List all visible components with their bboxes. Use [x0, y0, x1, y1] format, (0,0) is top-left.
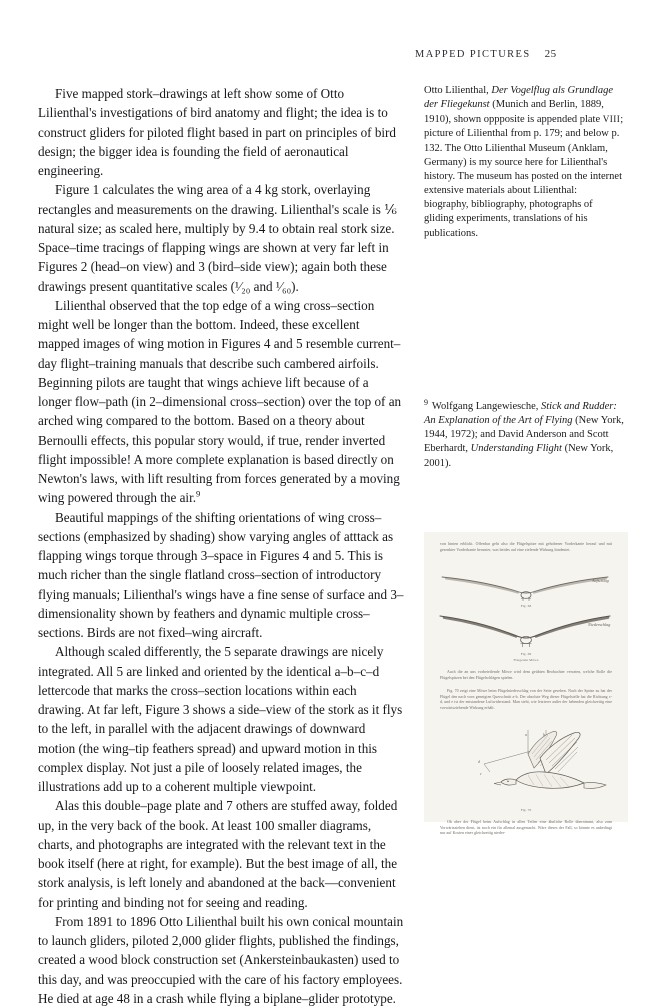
plate-caption-fig-69: Fig. 69 — [520, 652, 532, 656]
paragraph-4: Beautiful mappings of the shifting orientations of wing cross–sections (emphasized by shading) show varying angles of atttack as flapping wings torque through 3–space in Figures 4 and 5. This is much richer than the single flatland cross–section of introductory flying manuals; Lilienthal's wings have a fine sense of surface and 3–dimensionality shown by feathers and dynamic multiple cross–sections. Birds are not fixed–wing aircraft. — [38, 509, 404, 640]
plate-paragraph-mid-1: Auch die an uns vorbeieilende Möwe wird dem geübten Beobachter verraten, welche Rolle die Flügelspitzen bei den Flügelschlägen spielen. — [440, 670, 612, 680]
page-folio: 25 — [544, 48, 557, 60]
footnote-number: 9 — [424, 397, 428, 407]
paragraph-3-text: Lilienthal observed that the top edge of a wing cross–section might well be longer than the bottom. Indeed, these excellent mapped images of wing motion in Figures 4 and 5 resemble current–day flight–training manuals that describe such cambered airfoils. Beginning pilots are taught that wings achieve lift because of a longer flow–path (in 2–dimensional cross–section) over the top of an arched wing compared to the bottom. Based on a theory about Bernoulli effects, this popular story would, if true, render inverted flight impossible! A more complete explanation is based directly on Newton's laws, with lift resulting from forces generated by a moving wing powered through the air. — [38, 297, 402, 506]
svg-text:c: c — [480, 771, 482, 776]
footnote-title-2: Understanding Flight — [470, 443, 562, 455]
plate-paragraph-bottom: Ob aber der Flügel beim Aufschlag in allen Teilen eine ähnliche Rolle übernimmt, also zum Vorwärtsziehen dient, ist noch ein für allemal ausgemacht. Wäre dieses der Fall, so könnte es unbedingt nur auf Kosten einer gleichzeitig nieder- — [440, 820, 612, 836]
plate-paragraph-mid-2: Fig. 70 zeigt eine Möwe beim Flügelniederschlag von der Seite gesehen. Nach der Spitze zu hat der Flügel den nach vorn geneigten Querschnitt a-b. Der absolute Weg dieser Flügelstelle hat die Richtung c-d, und e ist der entstandene Luftwiderstand. Man sieht, wie letzterer außer der hebenden gleichzeitig eine vorwärtsziehende Wirkung erhält. — [440, 689, 612, 710]
paragraph-7: From 1891 to 1896 Otto Lilienthal built his own conical mountain to launch gliders, piloted 2,000 glider flights, published the findings, created a wood block construction set (Ankersteinbaukasten) used to this day, and was preoccupied with the care of his factory employees. He died at age 48 in a crash while flying a biplane–glider prototype. — [38, 913, 404, 1006]
source-note-body — [424, 84, 624, 241]
plate-paragraph-top: von hinten erblickt. Offenbar geht also die Flügelspitze mit gehobener Vorderkante herauf und mit gesenkter Vorderkante herunter, was beides auf eine zielende Wirkung hindeutet. — [440, 542, 612, 552]
plate-illustration-lilienthal — [424, 532, 628, 836]
margin-note-source — [424, 84, 624, 241]
running-head — [415, 48, 630, 60]
footnote-lead: Wolfgang Langewiesche, — [429, 401, 542, 412]
plate-content — [424, 532, 628, 836]
footnote-tail: (New York, 2001). — [424, 443, 614, 469]
running-head-title: MAPPED PICTURES — [415, 49, 531, 60]
plate-label-niederschlag: Niederschlag — [588, 622, 611, 627]
margin-footnote-9 — [424, 397, 624, 471]
plate-caption-fig-68: Fig. 68 — [520, 604, 532, 608]
footnote-title-1: Stick and Rudder: An Explanation of the Art of Flying — [424, 401, 617, 427]
main-text-column — [38, 84, 404, 1008]
footnote-marker-9: 9 — [196, 488, 201, 499]
svg-text:a: a — [525, 732, 527, 737]
paragraph-1: Five mapped stork–drawings at left show some of Otto Lilienthal's investigations of bird anatomy and flight; the idea is to construct gliders for piloted flight based in part on principles of bird design; the bigger idea is founding the field of aeronautical engineering. — [38, 86, 396, 178]
plate-caption-fig-69-sub: Fliegende Möwe — [513, 658, 539, 662]
source-note-rest: (Munich and Berlin, 1889, 1910), shown oppposite is appended plate — [424, 99, 604, 126]
plate-label-aufschlag: Aufschlag — [592, 578, 609, 583]
svg-text:b: b — [543, 732, 545, 737]
plate-figure-70-gull-graphic — [424, 728, 628, 814]
footnote-body — [424, 397, 624, 471]
plate-caption-fig-70: Fig. 70 — [520, 808, 532, 812]
source-note-lead: Otto Lilienthal, — [424, 85, 492, 96]
paragraph-6: Alas this double–page plate and 7 others are stuffed away, folded up, in the very back of the book. At least 100 smaller diagrams, charts, and photographs are integrated with the relevant text in the book itself (here at right, for example). But the best image of all, the stork analysis, is left lonely and abandoned at the back—convenient for printing and binding not for seeing and reading. — [38, 798, 398, 910]
source-note-plate-number: VIII — [602, 114, 621, 125]
source-note-book-title: Der Vogelflug als Grundlage der Fliegekunst — [424, 85, 613, 111]
paragraph-3 — [38, 296, 404, 508]
paragraph-2: Figure 1 calculates the wing area of a 4 kg stork, overlaying rectangles and measurements on the drawing. Lilienthal's scale is ⅙ natural size; as scaled here, multiply by 9.4 to obtain real stork size. Space–time tracings of flapping wings are shown at very far left in Figures 2 (head–on view) and 3 (bird–side view); again both these drawings present quantitative scales (¹⁄₂₀ and ¹⁄₆₀). — [38, 182, 397, 294]
source-note-tail: ; picture of Lilienthal from p. 179; and below p. 132. The Otto Lilienthal Museum (Anklam, Germany) is my source here for Lilienthal's history. The museum has posted on the internet extensive materials about Lilienthal: biography, bibliography, photographs of gliding experiments, translations of his publications. — [424, 114, 624, 239]
footnote-middle: (New York, 1944, 1972); and David Anderson and Scott Eberhardt, — [424, 415, 624, 455]
paragraph-5: Although scaled differently, the 5 separate drawings are nicely integrated. All 5 are linked and oriented by the identical a–b–c–d lettercode that marks the cross–section locations within each drawing. At far left, Figure 3 shows a side–view of the stork as it flys to the left, in parallel with the adjacent drawings of downward motion (the wing–tip feathers spread) and upward motion in this complex display. Not just a pile of loosely related images, the illustrations add up to a coherent multiple viewpoint. — [38, 644, 403, 794]
svg-text:d: d — [478, 759, 480, 764]
